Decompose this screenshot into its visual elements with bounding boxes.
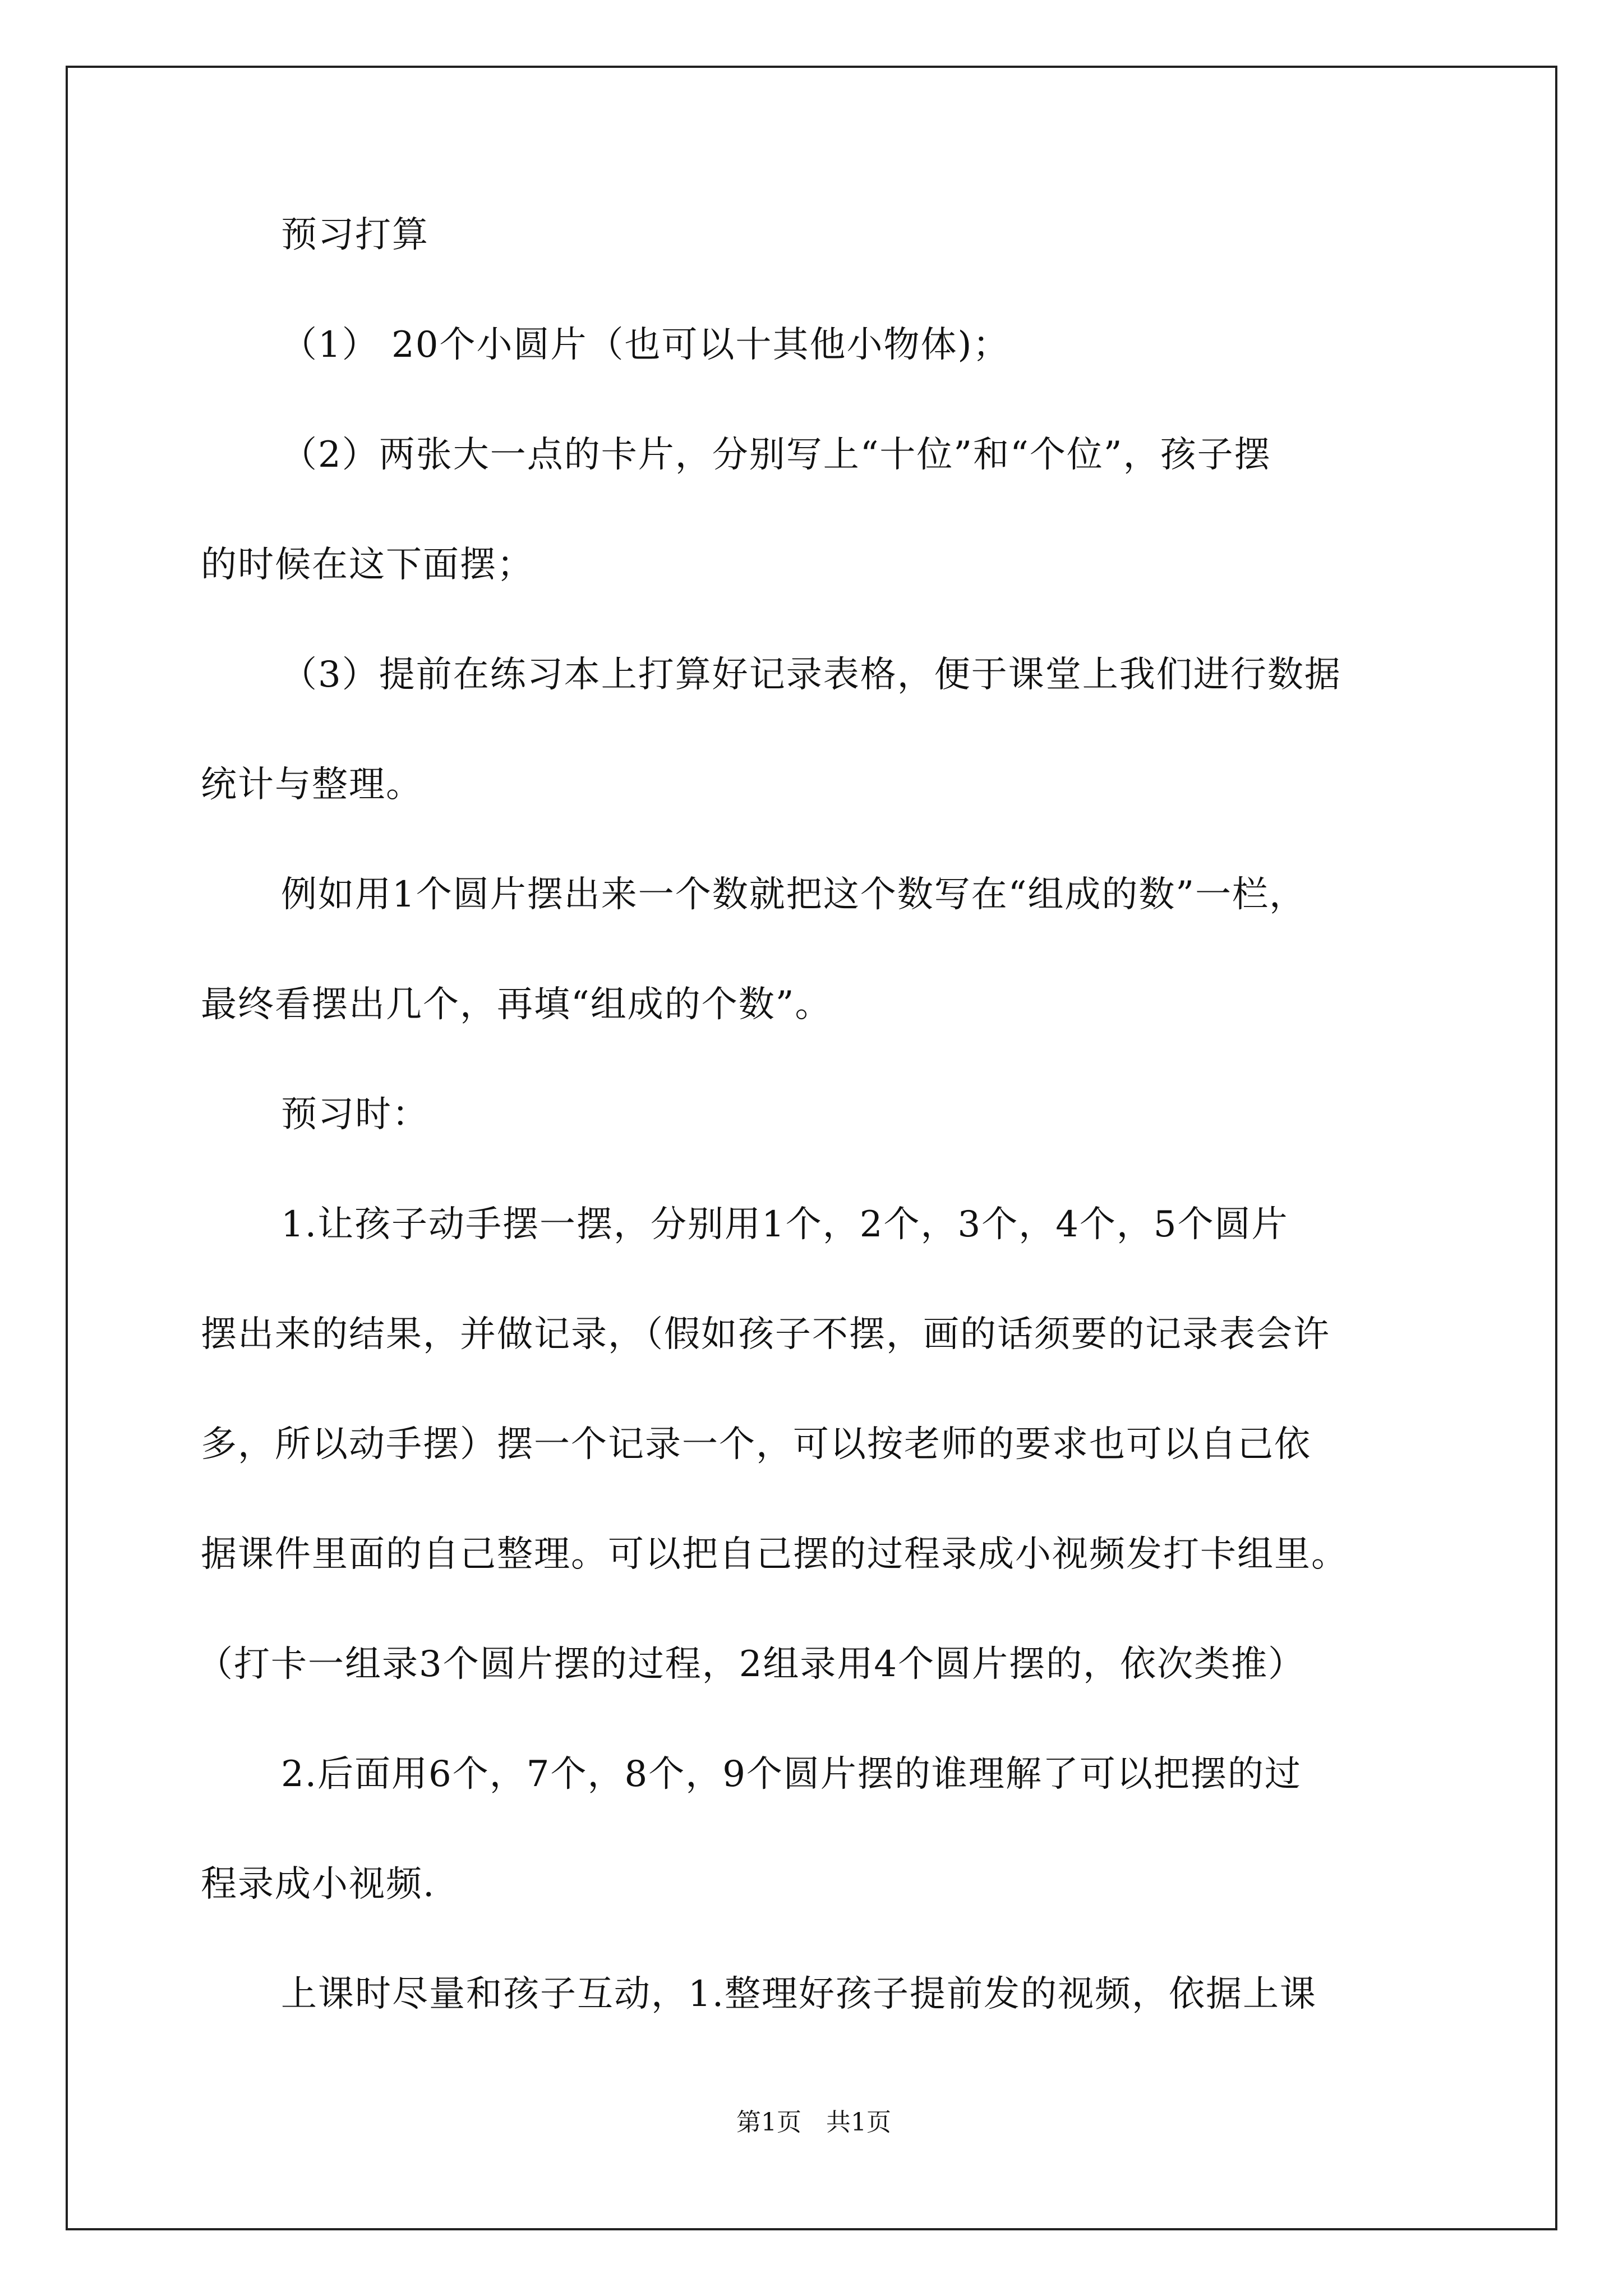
paragraph-line: （1） 20个小圆片（也可以十其他小物体)；	[281, 324, 1010, 366]
paragraph-line: 统计与整理。	[201, 764, 423, 806]
paragraph-line: 2.后面用6个，7个，8个，9个圆片摆的谁理解了可以把摆的过	[281, 1754, 1302, 1795]
paragraph-line: 多，所以动手摆）摆一个记录一个，可以按老师的要求也可以自己依	[201, 1424, 1311, 1465]
paragraph-line: 上课时尽量和孩子互动，1.整理好孩子提前发的视频，依据上课	[281, 1973, 1317, 2015]
paragraph-line: 1.让孩子动手摆一摆，分别用1个，2个，3个，4个，5个圆片	[281, 1204, 1289, 1245]
paragraph-line: 最终看摆出几个，再填“组成的个数”。	[201, 984, 832, 1025]
page-number-footer: 第1页 共1页	[736, 2108, 891, 2137]
paragraph-line: 的时候在这下面摆；	[201, 544, 534, 586]
paragraph-line: （打卡一组录3个圆片摆的过程，2组录用4个圆片摆的，依次类推）	[197, 1644, 1306, 1685]
paragraph-line: 例如用1个圆片摆出来一个数就把这个数写在“组成的数”一栏，	[281, 874, 1307, 915]
paragraph-line: 摆出来的结果，并做记录，（假如孩子不摆，画的话须要的记录表会许	[201, 1314, 1330, 1355]
paragraph-line: 据课件里面的自己整理。可以把自己摆的过程录成小视频发打卡组里。	[201, 1534, 1348, 1575]
paragraph-line: （2）两张大一点的卡片，分别写上“十位”和“个位”，孩子摆	[281, 434, 1271, 476]
paragraph-line: （3）提前在练习本上打算好记录表格，便于课堂上我们进行数据	[281, 654, 1341, 696]
paragraph-line: 程录成小视频.	[201, 1864, 436, 1905]
heading-preparation: 预习打算	[281, 214, 429, 256]
subheading-preview: 预习时：	[281, 1094, 429, 1135]
page-frame	[66, 66, 1557, 2230]
